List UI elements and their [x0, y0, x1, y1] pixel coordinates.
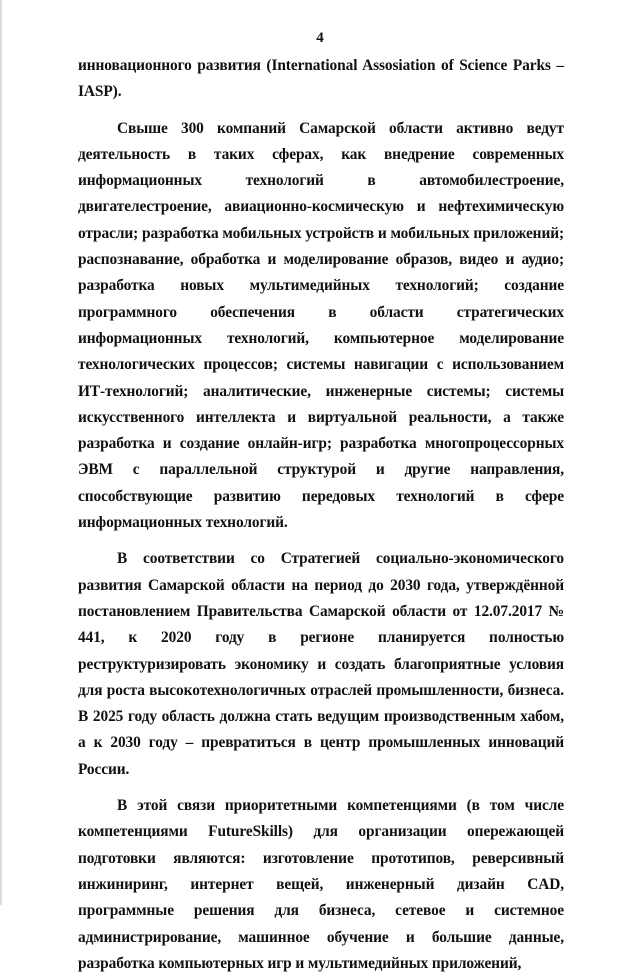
paragraph-continuation: инновационного развития (International Assosiation of Science Parks – IASP).: [78, 57, 564, 101]
scan-edge-shadow: [0, 0, 3, 905]
paragraph-strategy: В соответствии со Стратегией социально-экономического развития Самарской области на период до 2030 года, утверждённой постановлением Правительства Самарской области от 12.07.2017 № 441, к 2020 году в регионе планируется полностью реструктуризировать экономику и создать благоприятные условия для роста высокотехнологичных отраслей промышленности, бизнеса. В 2025 году область должна стать ведущим производственным хабом, а к 2030 году – превратиться в центр промышленных инноваций России.: [78, 550, 564, 778]
paragraph-companies: Свыше 300 компаний Самарской области активно ведут деятельность в таких сферах, как внедрение современных информационных технологий в автомобилестроение, двигателестроение, авиационно-космическую и нефтехимическую отрасли; разработка мобильных устройств и мобильных приложений; распознавание, обработка и моделирование образов, видео и аудио; разработка новых мультимедийных технологий; создание программного обеспечения в области стратегических информационных технологий, компьютерное моделирование технологических процессов; системы навигации с использованием ИТ-технологий; аналитические, инженерные системы; системы искусственного интеллекта и виртуальной реальности, а также разработка и создание онлайн-игр; разработка многопроцессорных ЭВМ с параллельной структурой и другие направления, способствующие развитию передовых технологий в сфере информационных технологий.: [78, 119, 564, 532]
paragraph-competencies: В этой связи приоритетными компетенциями (в том числе компетенциями FutureSkills) для организации опережающей подготовки являются: изготовление прототипов, реверсивный инжиниринг, интернет вещей, инженерный дизайн CAD, программные решения для бизнеса, сетевое и системное администрирование, машинное обучение и большие данные, разработка компьютерных игр и мультимедийных приложений,: [78, 797, 564, 972]
page-number: 4: [316, 30, 324, 46]
body-text: [78, 53, 564, 977]
